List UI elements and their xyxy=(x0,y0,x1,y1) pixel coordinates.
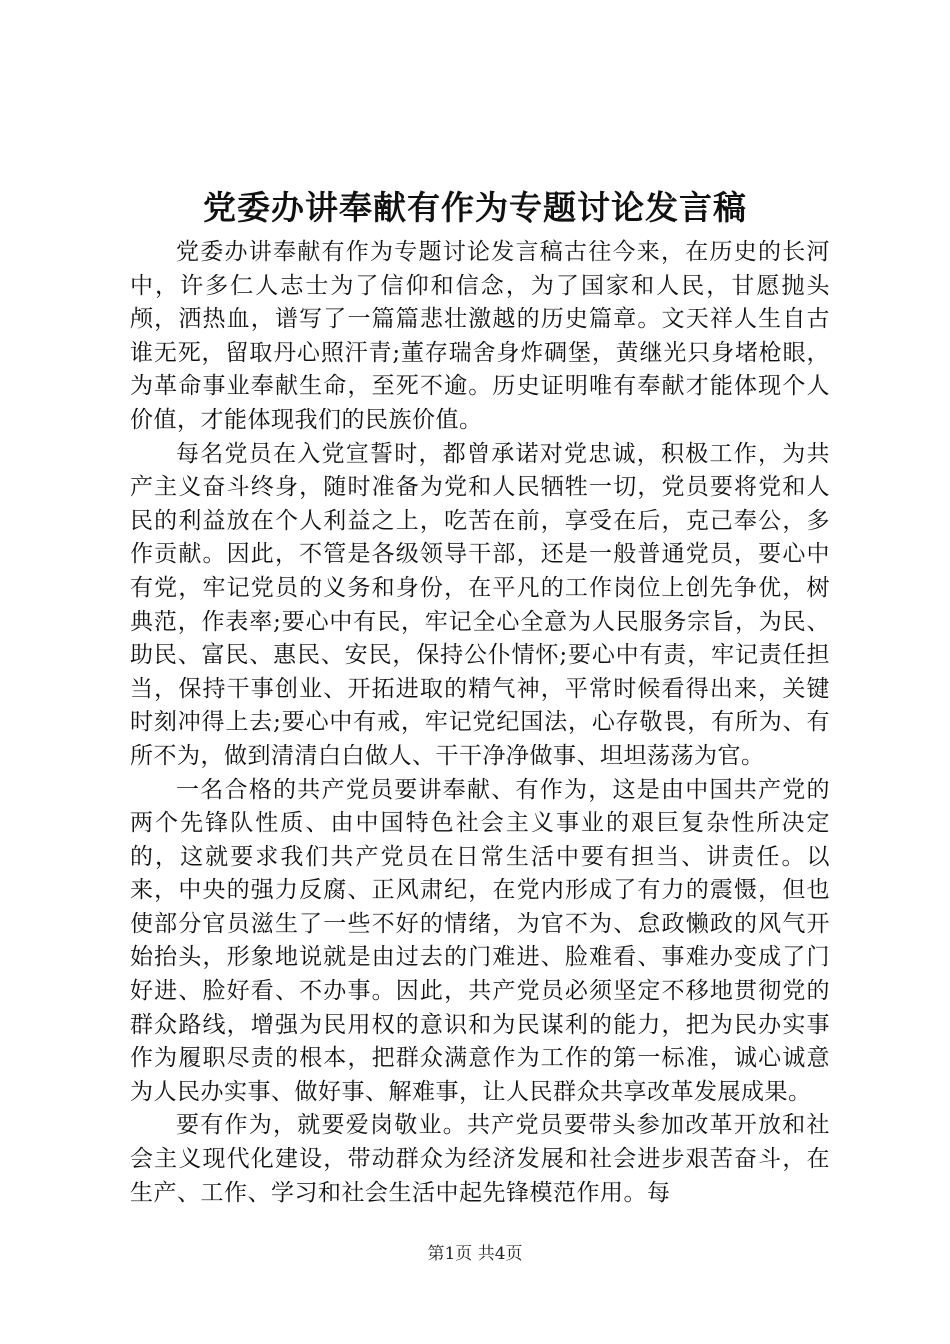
paragraph-1: 党委办讲奉献有作为专题讨论发言稿古往今来，在历史的长河中，许多仁人志士为了信仰和信念，为了国家和人民，甘愿抛头颅，洒热血，谱写了一篇篇悲壮激越的历史篇章。文天祥人生自古谁无死，留取丹心照汗青;董存瑞舍身炸碉堡，黄继光只身堵枪眼，为革命事业奉献生命，至死不逾。历史证明唯有奉献才能体现个人价值，才能体现我们的民族价值。 xyxy=(130,239,830,433)
paragraph-4: 要有作为，就要爱岗敬业。共产党员要带头参加改革开放和社会主义现代化建设，带动群众为经济发展和社会进步艰苦奋斗，在生产、工作、学习和社会生活中起先锋模范作用。每 xyxy=(130,1112,830,1206)
paragraph-2: 每名党员在入党宣誓时，都曾承诺对党忠诚，积极工作，为共产主义奋斗终身，随时准备为党和人民牺牲一切，党员要将党和人民的利益放在个人利益之上，吃苦在前，享受在后，克己奉公，多作贡献。因此，不管是各级领导干部，还是一般普通党员，要心中有党，牢记党员的义务和身份，在平凡的工作岗位上创先争优，树典范，作表率;要心中有民，牢记全心全意为人民服务宗旨，为民、助民、富民、惠民、安民，保持公仆情怀;要心中有责，牢记责任担当，保持干事创业、开拓进取的精气神，平常时候看得出来，关键时刻冲得上去;要心中有戒，牢记党纪国法，心存敬畏，有所为、有所不为，做到清清白白做人、干干净净做事、坦坦荡荡为官。 xyxy=(130,440,830,769)
page-indicator: 第1页 共4页 xyxy=(427,1244,523,1264)
page-footer xyxy=(0,1242,950,1266)
paragraph-3: 一名合格的共产党员要讲奉献、有作为，这是由中国共产党的两个先锋队性质、由中国特色社会主义事业的艰巨复杂性所决定的，这就要求我们共产党员在日常生活中要有担当、讲责任。以来，中央的强力反腐、正风肃纪，在党内形成了有力的震慑，但也使部分官员滋生了一些不好的情绪，为官不为、怠政懒政的风气开始抬头，形象地说就是由过去的门难进、脸难看、事难办变成了门好进、脸好看、不办事。因此，共产党员必须坚定不移地贯彻党的群众路线，增强为民用权的意识和为民谋利的能力，把为民办实事作为履职尽责的根本，把群众满意作为工作的第一标准，诚心诚意为人民办实事、做好事、解难事，让人民群众共享改革发展成果。 xyxy=(130,776,830,1105)
document-title: 党委办讲奉献有作为专题讨论发言稿 xyxy=(203,188,747,227)
document-body xyxy=(130,236,830,1210)
